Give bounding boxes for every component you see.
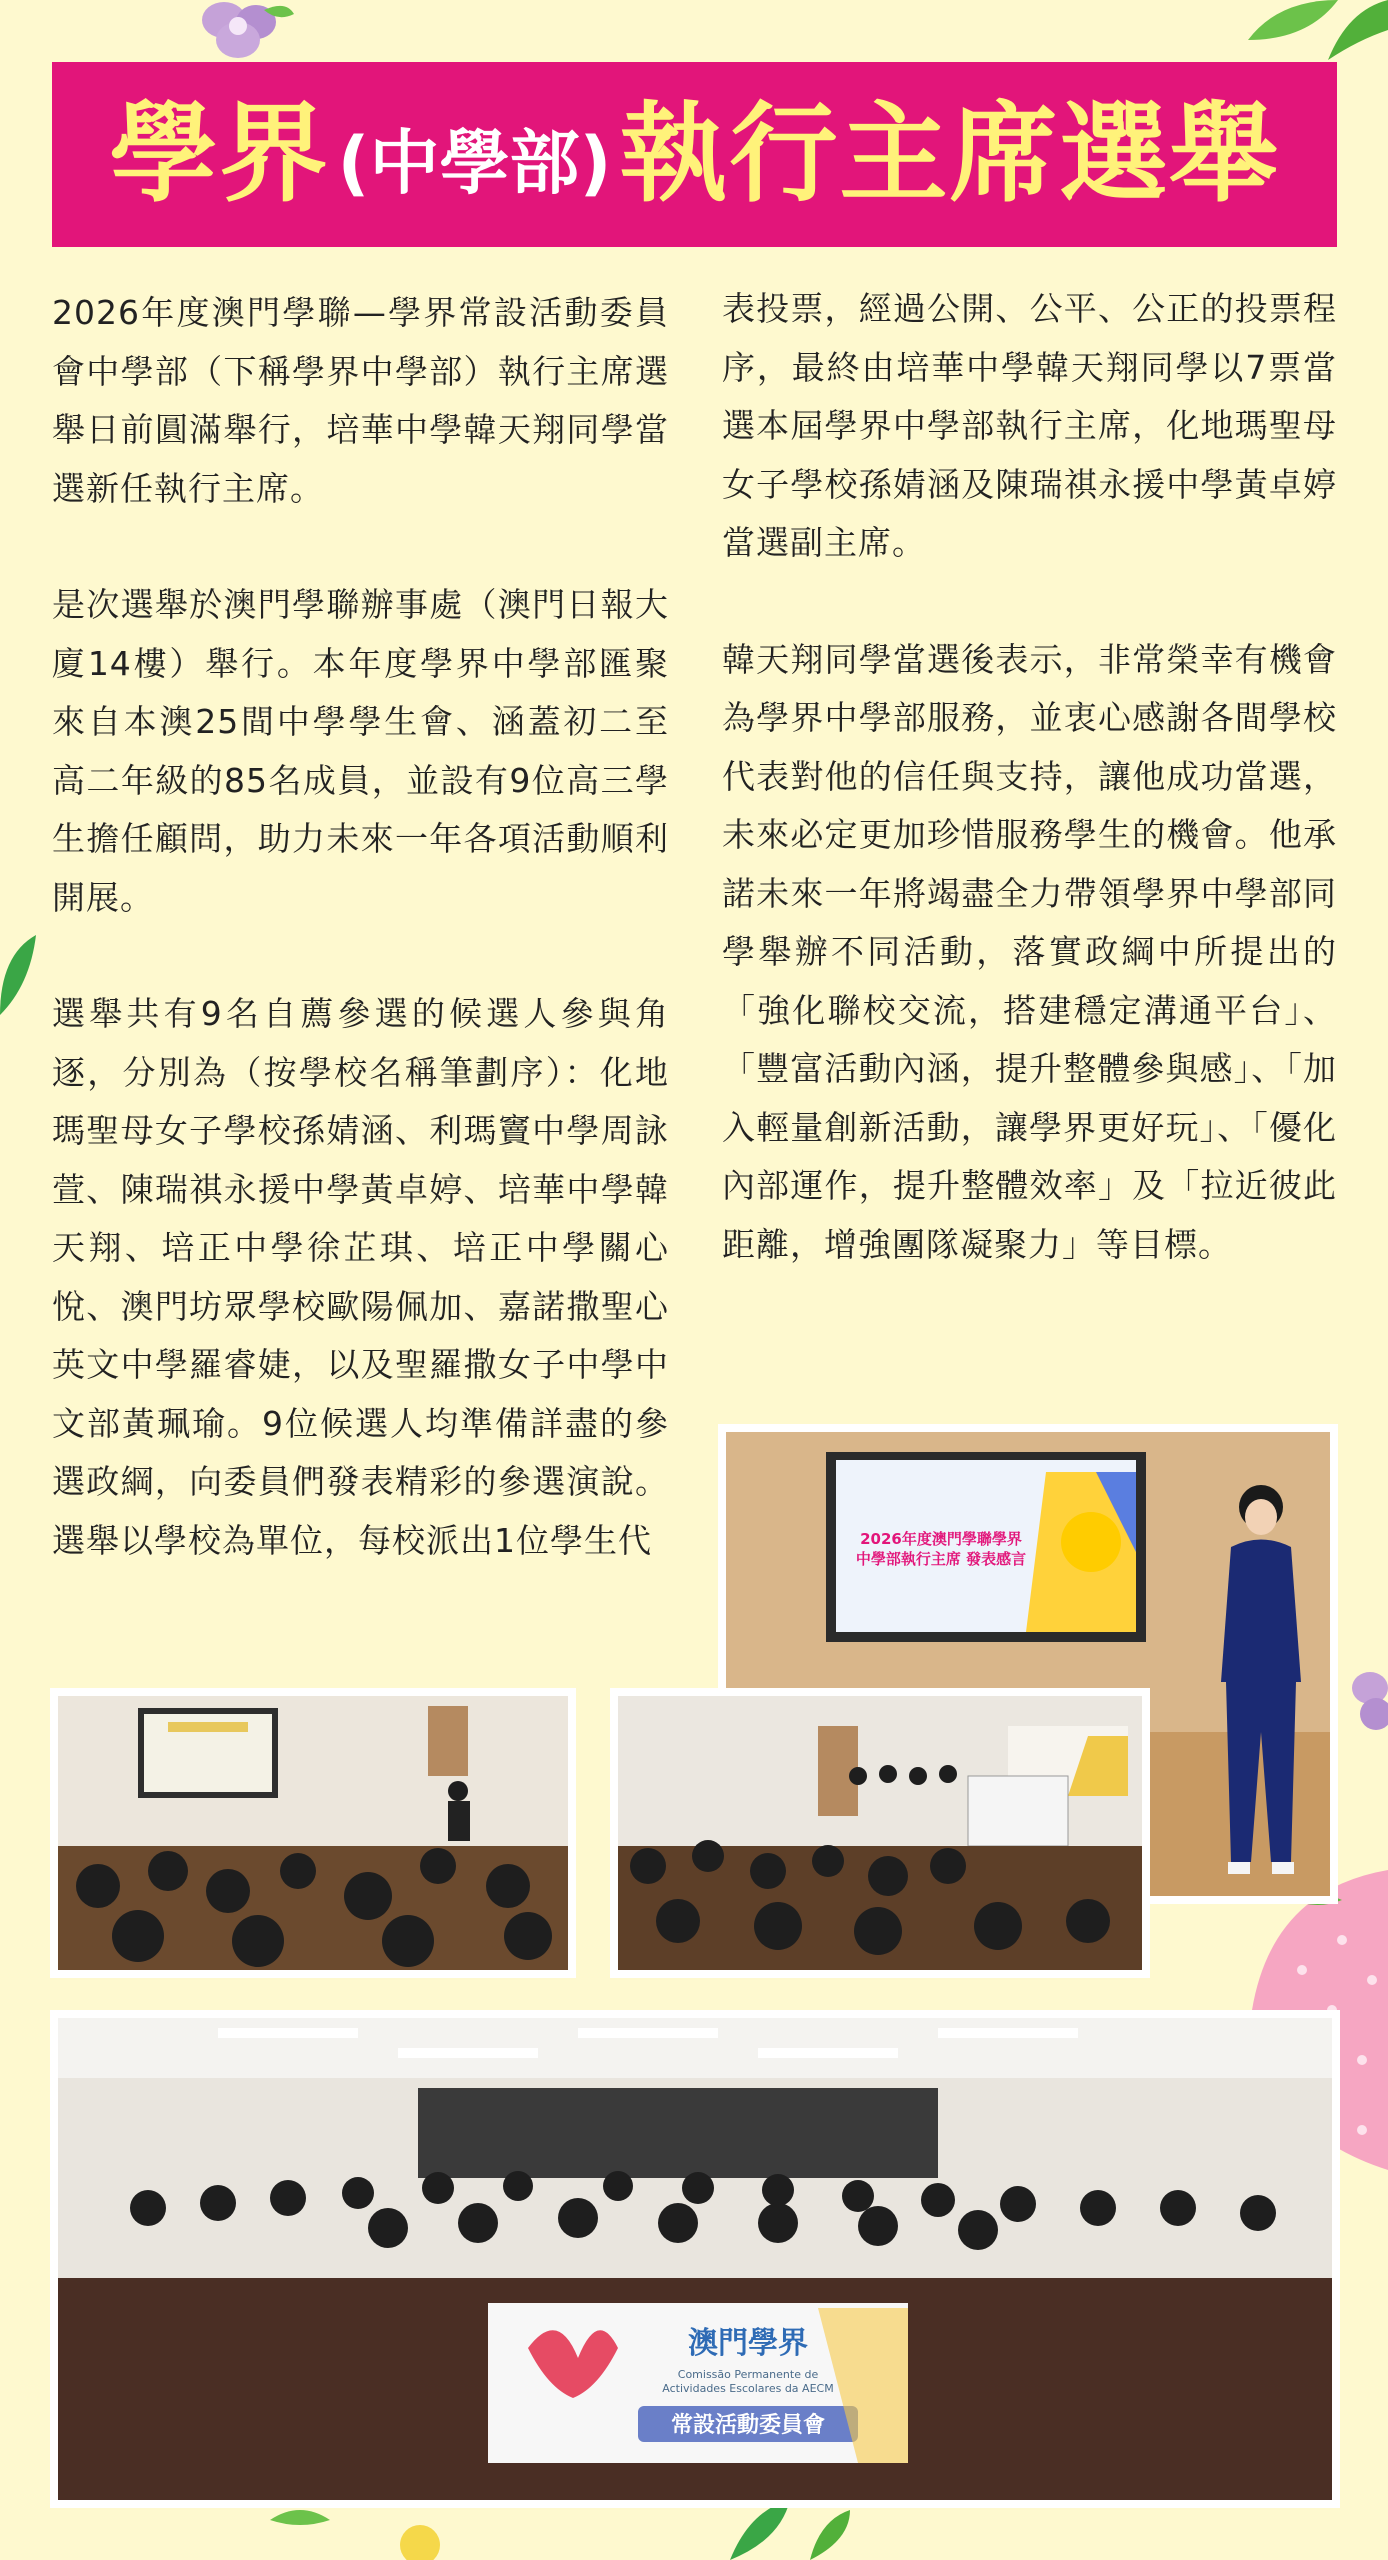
article-paragraph: 韓天翔同學當選後表示，非常榮幸有機會為學界中學部服務，並衷心感謝各間學校代表對他的信任與支持，讓他成功當選，未來必定更加珍惜服務學生的機會。他承諾未來一年將竭盡全力帶領學界中學部同學舉辦不同活動，落實政綱中所提出的「強化聯校交流，搭建穩定溝通平台」、「豐富活動內涵，提升整體參與感」、「加入輕量創新活動，讓學界更好玩」、「優化內部運作，提升整體效率」及「拉近彼此距離，增強團隊凝聚力」等目標。 [722,639,1337,1264]
leaf-decoration-top-right [1238,0,1388,70]
article-paragraph: 表投票，經過公開、公平、公正的投票程序，最終由培華中學韓天翔同學以7票當選本屆學界中學部執行主席，化地瑪聖母女子學校孫婧涵及陳瑞祺永援中學黃卓婷當選副主席。 [722,289,1337,562]
title-end: 執行主席選舉 [619,91,1280,217]
photo-classroom-2 [610,1688,1150,1978]
article-paragraph: 是次選舉於澳門學聯辦事處（澳門日報大廈14樓）舉行。本年度學界中學部匯聚來自本澳25間中學學生會、涵蓋初二至高二年級的85名成員，並設有9位高三學生擔任顧問，助力未來一年各項活動順利開展。 [52,585,669,917]
group-banner-subtitle-2: Actividades Escolares da AECM [662,2382,834,2395]
article-paragraph: 選舉共有9名自薦參選的候選人參與角逐，分別為（按學校名稱筆劃序）：化地瑪聖母女子學校孫婧涵、利瑪竇中學周詠萱、陳瑞祺永援中學黃卓婷、培華中學韓天翔、培正中學徐芷琪、培正中學關心悅、澳門坊眾學校歐陽佩加、嘉諾撒聖心英文中學羅睿婕，以及聖羅撒女子中學中文部黃珮瑜。9位候選人均準備詳盡的參選政綱，向委員們發表精彩的參選演說。選舉以學校為單位，每校派出1位學生代 [52,994,669,1560]
article-right-column [722,280,1337,1274]
title-main: 學界 [109,91,330,217]
photo-classroom-1 [50,1688,576,1978]
photo-group [50,2010,1340,2508]
leaf-decoration-bottom [250,2500,950,2560]
group-banner-title: 澳門學界 [688,2326,808,2361]
flower-decoration-top [186,0,296,70]
title-banner [52,62,1337,247]
speech-screen-line1: 2026年度澳門學聯學界 [860,1530,1022,1548]
flower-decoration-right [1340,1668,1388,1738]
title-subtitle: (中學部) [337,121,612,204]
leaf-decoration-left [0,935,36,1015]
article-left-column [52,284,669,1570]
speech-screen-line2: 中學部執行主席 發表感言 [855,1550,1027,1568]
article-paragraph: 2026年度澳門學聯—學界常設活動委員會中學部（下稱學界中學部）執行主席選舉日前圓滿舉行，培華中學韓天翔同學當選新任執行主席。 [52,293,669,508]
group-banner-subtitle-1: Comissão Permanente de [677,2368,819,2381]
group-banner-committee: 常設活動委員會 [670,2413,826,2438]
